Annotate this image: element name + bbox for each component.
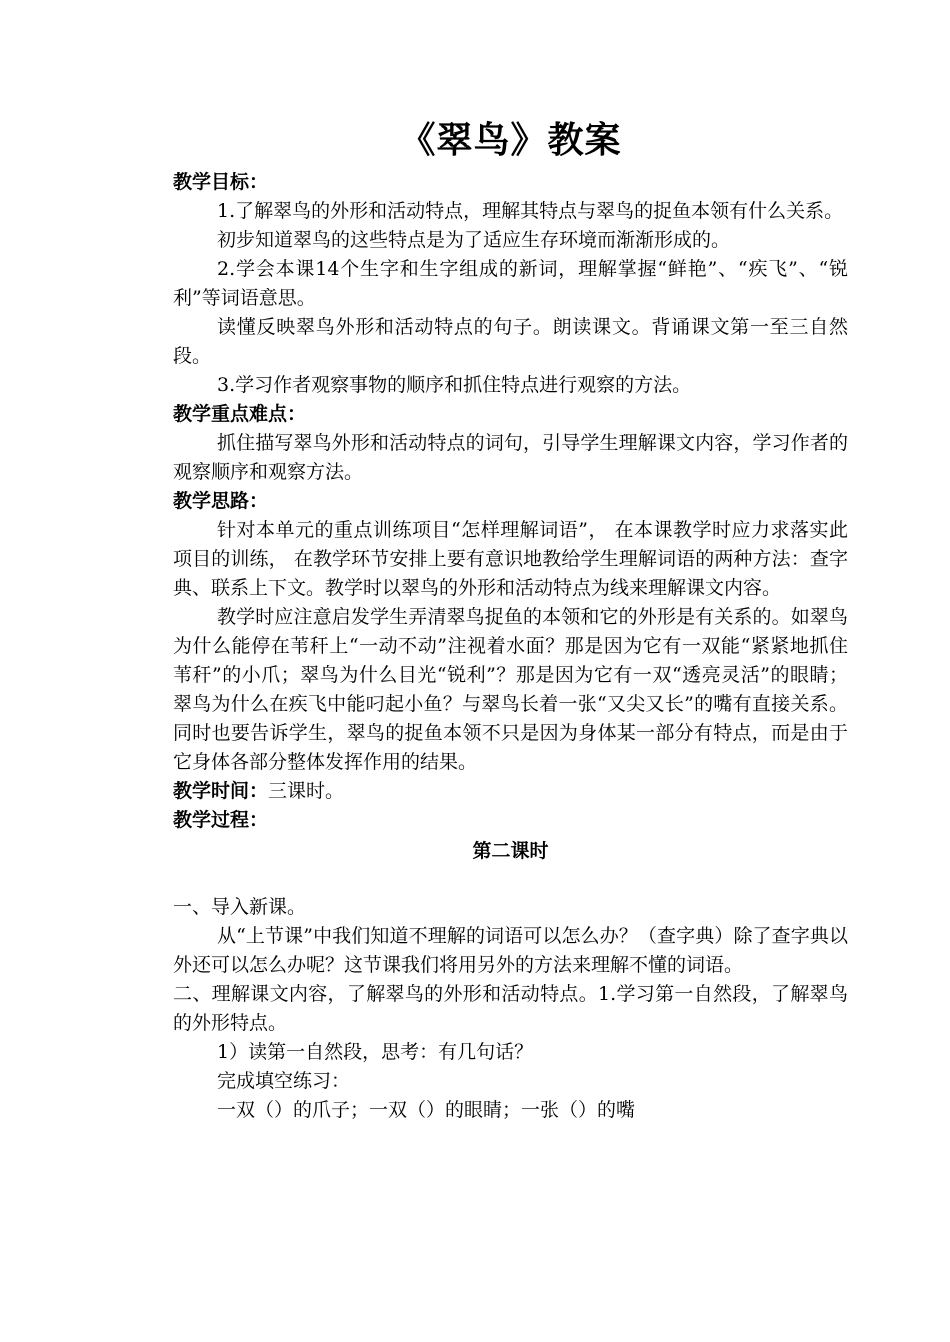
document-title: 《翠鸟》教案: [399, 119, 622, 161]
section-one-title: 一、导入新课。: [173, 896, 307, 918]
step-exercise: 完成填空练习：: [217, 1070, 351, 1092]
objectives-heading: 教学目标：: [173, 171, 269, 193]
lesson-title: 第二课时: [472, 840, 549, 862]
section-one-paragraph: 从“上节课”中我们知道不理解的词语可以怎么办？（查字典）除了查字典以外还可以怎么办呢？这节课我们将用另外的方法来理解不懂的词语。: [173, 925, 848, 976]
objective-paragraph: 3.学习作者观察事物的顺序和抓住特点进行观察的方法。: [217, 374, 692, 396]
approach-paragraph: 教学时应注意启发学生弄清翠鸟捉鱼的本领和它的外形是有关系的。如翠鸟为什么能停在苇秆上“一动不动”注视着水面？那是因为它有一双能“紧紧地抓住苇秆”的小爪；翠鸟为什么目光“锐利”？那是因为它有一双“透亮灵活”的眼睛；翠鸟为什么在疾飞中能叼起小鱼？与翠鸟长着一张“又尖又长”的嘴有直接关系。同时也要告诉学生，翠鸟的捉鱼本领不只是因为身体某一部分有特点，而是由于它身体各部分整体发挥作用的结果。: [173, 606, 848, 773]
time-heading: 教学时间：: [173, 780, 269, 802]
approach-heading: 教学思路：: [173, 490, 269, 512]
objective-paragraph: 读懂反映翠鸟外形和活动特点的句子。朗读课文。背诵课文第一至三自然段。: [173, 316, 848, 367]
document-page: [173, 112, 848, 1125]
teaching-time-line: [173, 777, 848, 806]
section-two-paragraph: 二、理解课文内容，了解翠鸟的外形和活动特点。1.学习第一自然段，了解翠鸟的外形特点。: [173, 983, 848, 1034]
key-points-paragraph: 抓住描写翠鸟外形和活动特点的词句，引导学生理解课文内容，学习作者的观察顺序和观察方法。: [173, 432, 848, 483]
key-points-heading: 教学重点难点：: [173, 403, 307, 425]
step-fill-blank: 一双（）的爪子；一双（）的眼睛；一张（）的嘴: [217, 1099, 636, 1121]
approach-paragraph: 针对本单元的重点训练项目“怎样理解词语”， 在本课教学时应力求落实此项目的训练， 在教学环节安排上要有意识地教给学生理解词语的两种方法：查字典、联系上下文。教学时以翠鸟的外形和活动特点为线来理解课文内容。: [173, 519, 848, 599]
step-question: 1）读第一自然段，思考：有几句话？: [217, 1041, 534, 1063]
objective-paragraph: 1.了解翠鸟的外形和活动特点，理解其特点与翠鸟的捉鱼本领有什么关系。: [217, 200, 844, 222]
objective-paragraph: 2.学会本课14个生字和生字组成的新词，理解掌握“鲜艳”、“疾飞”、“锐利”等词语意思。: [173, 258, 848, 309]
time-value: 三课时。: [268, 780, 345, 802]
objective-paragraph: 初步知道翠鸟的这些特点是为了适应生存环境而渐渐形成的。: [217, 229, 731, 251]
process-heading: 教学过程：: [173, 809, 269, 831]
